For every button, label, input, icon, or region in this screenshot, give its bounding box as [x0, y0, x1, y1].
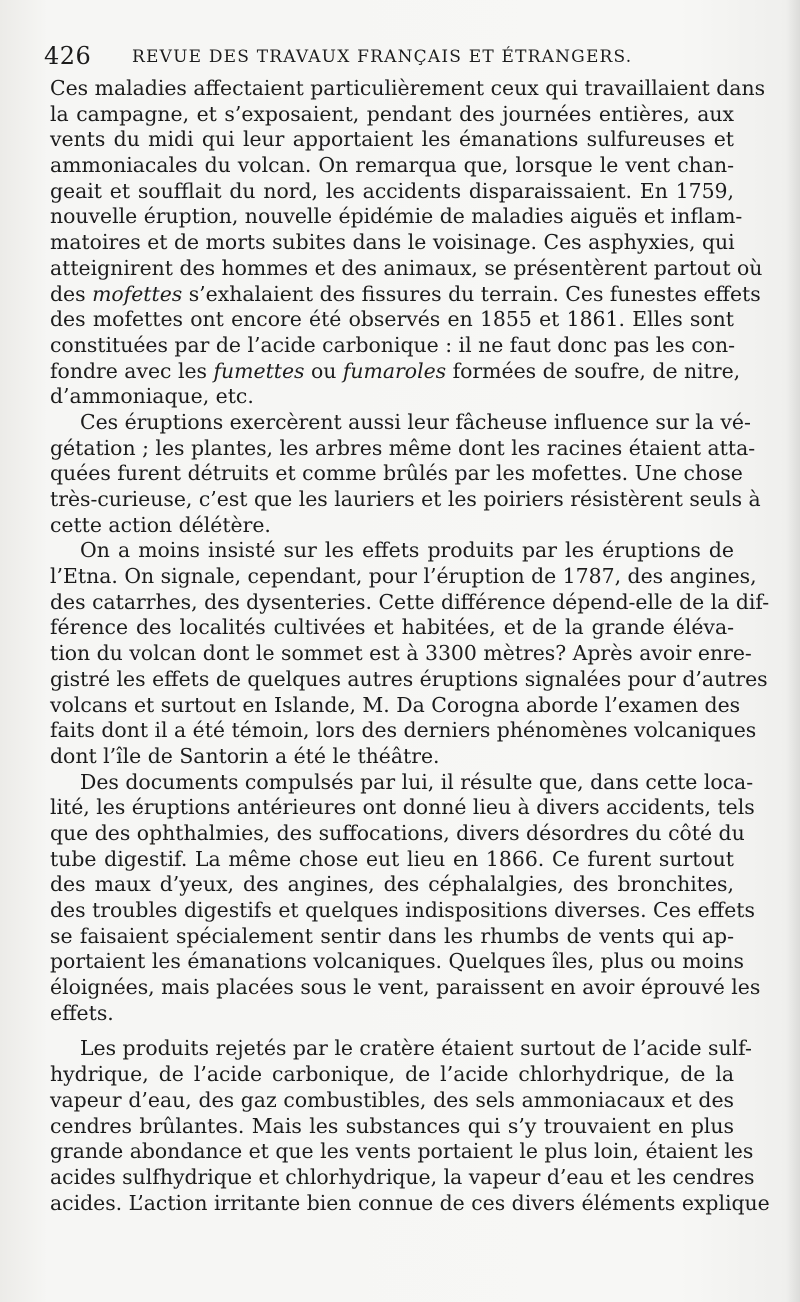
text-line: d’ammoniaque, etc.	[50, 384, 254, 409]
text-line: On a moins insisté sur les effets produits par les éruptions de	[80, 538, 734, 563]
text-line: très-curieuse, c’est que les lauriers et les poiriers résistèrent seuls à	[50, 487, 761, 511]
text-line: hydrique, de l’acide carbonique, de l’acide chlorhydrique, de la	[50, 1062, 734, 1087]
text-line: férence des localités cultivées et habitées, et de la grande éléva-	[50, 615, 734, 640]
text-line: acides. L’action irritante bien connue de ces divers éléments explique	[50, 1190, 770, 1215]
text-line: des maux d’yeux, des angines, des céphalalgies, des bronchites,	[50, 872, 734, 897]
text-line: l’Etna. On signale, cependant, pour l’éruption de 1787, des angines,	[50, 564, 757, 589]
text-line: vents du midi qui leur apportaient les émanations sulfureuses et	[50, 127, 734, 152]
text-line: des mofettes ont encore été observés en 1855 et 1861. Elles sont	[50, 307, 734, 332]
page-header	[44, 40, 744, 80]
text-line: acides sulfhydrique et chlorhydrique, la vapeur d’eau et les cendres	[50, 1164, 755, 1189]
text-line: quées furent détruits et comme brûlés par les mofettes. Une chose	[50, 461, 743, 486]
text-line: Ces maladies affectaient particulièrement ceux qui travaillaient dans	[50, 76, 766, 100]
text-line: faits dont il a été témoin, lors des derniers phénomènes volcaniques	[50, 718, 757, 743]
text-line: éloignées, mais placées sous le vent, paraissent en avoir éprouvé les	[50, 975, 761, 1000]
text-line: matoires et de morts subites dans le voisinage. Ces asphyxies, qui	[50, 230, 735, 255]
text-line: effets.	[50, 1000, 114, 1025]
text-line: fondre avec les fumettes ou fumaroles formées de soufre, de nitre,	[50, 358, 741, 383]
body-text	[50, 76, 770, 1216]
text-line: dont l’île de Santorin a été le théâtre.	[50, 743, 440, 768]
text-line: tion du volcan dont le sommet est à 3300 mètres? Après avoir enre-	[50, 641, 752, 666]
text-line: cendres brûlantes. Mais les substances qui s’y trouvaient en plus	[50, 1113, 734, 1138]
text-line: atteignirent des hommes et des animaux, se présentèrent partout où	[50, 255, 763, 280]
text-line: tube digestif. La même chose eut lieu en 1866. Ce furent surtout	[50, 846, 734, 871]
text-line: vapeur d’eau, des gaz combustibles, des sels ammoniacaux et des	[50, 1087, 734, 1112]
text-line: des mofettes s’exhalaient des fissures du terrain. Ces funestes effets	[50, 281, 761, 306]
text-line: Ces éruptions exercèrent aussi leur fâcheuse influence sur la vé-	[80, 409, 751, 434]
text-line: des troubles digestifs et quelques indispositions diverses. Ces effets	[50, 898, 755, 922]
text-line: lité, les éruptions antérieures ont donné lieu à divers accidents, tels	[50, 795, 755, 820]
text-line: geait et soufflait du nord, les accidents disparaissaient. En 1759,	[50, 178, 734, 203]
text-line: volcans et surtout en Islande, M. Da Corogna aborde l’examen des	[50, 692, 741, 717]
text-line: la campagne, et s’exposaient, pendant des journées entières, aux	[50, 101, 734, 126]
text-line: portaient les émanations volcaniques. Quelques îles, plus ou moins	[50, 949, 744, 974]
text-line: des catarrhes, des dysenteries. Cette différence dépend-elle de la dif-	[50, 589, 770, 614]
text-line: constituées par de l’acide carbonique : il ne faut donc pas les con-	[50, 332, 736, 357]
text-line: Les produits rejetés par le cratère étaient surtout de l’acide sulf-	[80, 1036, 752, 1061]
text-line: cette action délétère.	[50, 512, 271, 537]
text-line: que des ophthalmies, des suffocations, divers désordres du côté du	[50, 820, 745, 845]
text-line: gistré les effets de quelques autres éruptions signalées pour d’autres	[50, 666, 768, 691]
text-line: ammoniacales du volcan. On remarqua que, lorsque le vent chan-	[50, 153, 734, 178]
text-line: nouvelle éruption, nouvelle épidémie de maladies aiguës et inflam-	[50, 204, 743, 229]
text-line: grande abondance et que les vents portaient le plus loin, étaient les	[50, 1139, 754, 1164]
page-number: 426	[44, 42, 92, 70]
text-line: se faisaient spécialement sentir dans les rhumbs de vents qui ap-	[50, 923, 734, 948]
running-title: REVUE DES TRAVAUX FRANÇAIS ET ÉTRANGERS.	[132, 47, 633, 67]
text-line: Des documents compulsés par lui, il résulte que, dans cette loca-	[80, 769, 754, 794]
text-line: gétation ; les plantes, les arbres même dont les racines étaient atta-	[50, 435, 756, 460]
page-edge-shadow	[786, 0, 800, 1302]
